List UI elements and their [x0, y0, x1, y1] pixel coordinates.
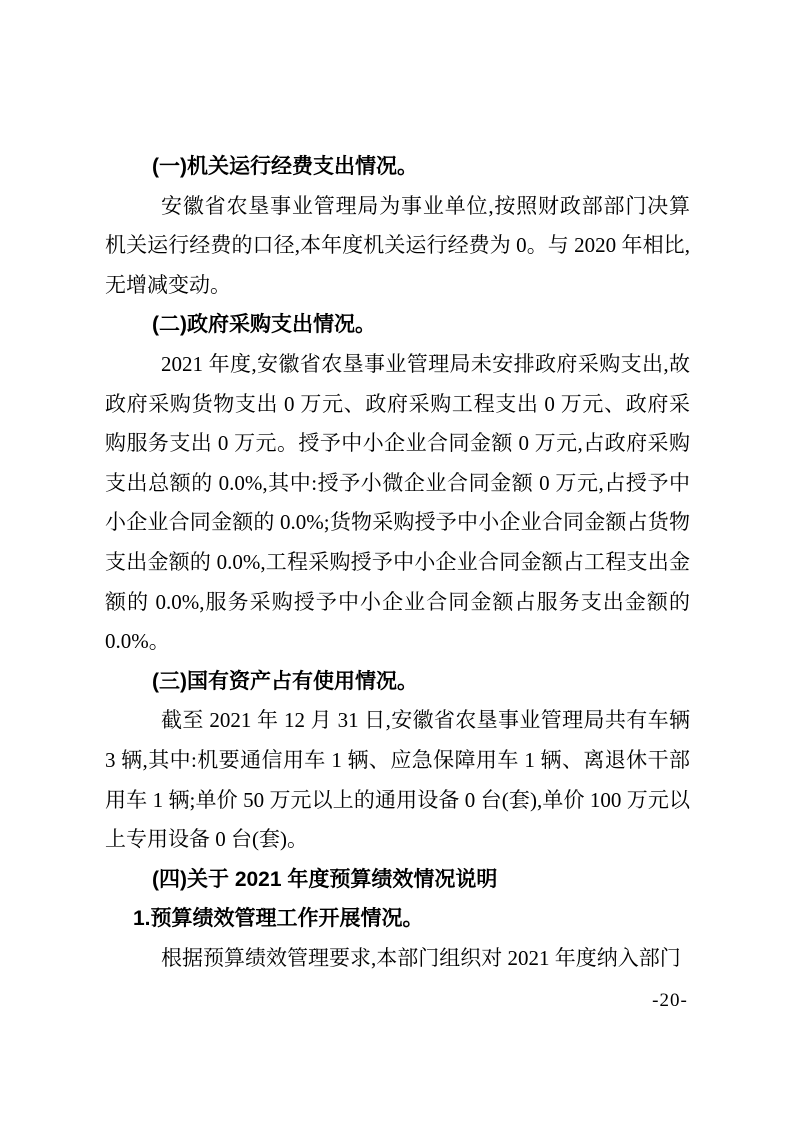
section-1-paragraph: 安徽省农垦事业管理局为事业单位,按照财政部部门决算机关运行经费的口径,本年度机关运行经费为 0。与 2020 年相比,无增减变动。 [105, 193, 690, 297]
section-3-heading: (三)国有资产占有使用情况。 [152, 669, 418, 693]
section-4-heading: (四)关于 2021 年度预算绩效情况说明 [152, 867, 498, 891]
document-body [105, 147, 690, 978]
section-3-paragraph: 截至 2021 年 12 月 31 日,安徽省农垦事业管理局共有车辆 3 辆,其中:机要通信用车 1 辆、应急保障用车 1 辆、离退休干部用车 1 辆;单价 50 万元以上的通用设备 0 台(套),单价 100 万元以上专用设备 0 台(套)。 [105, 708, 690, 852]
section-1-heading: (一)机关运行经费支出情况。 [152, 155, 418, 178]
page-number: -20- [652, 990, 688, 1011]
section-4-subheading: 1.预算绩效管理工作开展情况。 [133, 907, 424, 931]
section-4-paragraph: 根据预算绩效管理要求,本部门组织对 2021 年度纳入部门 [161, 945, 681, 970]
section-2-paragraph: 2021 年度,安徽省农垦事业管理局未安排政府采购支出,故政府采购货物支出 0 万元、政府采购工程支出 0 万元、政府采购服务支出 0 万元。授予中小企业合同金额 0 万元,占政府采购支出总额的 0.0%,其中:授予小微企业合同金额 0 万元,占授予中小企业合同金额的 0.0%;货物采购授予中小企业合同金额占货物支出金额的 0.0%,工程采购授予中小企业合同金额占工程支出金额的 0.0%,服务采购授予中小企业合同金额占服务支出金额的 0.0%。 [105, 351, 690, 654]
section-2-heading: (二)政府采购支出情况。 [152, 313, 376, 337]
